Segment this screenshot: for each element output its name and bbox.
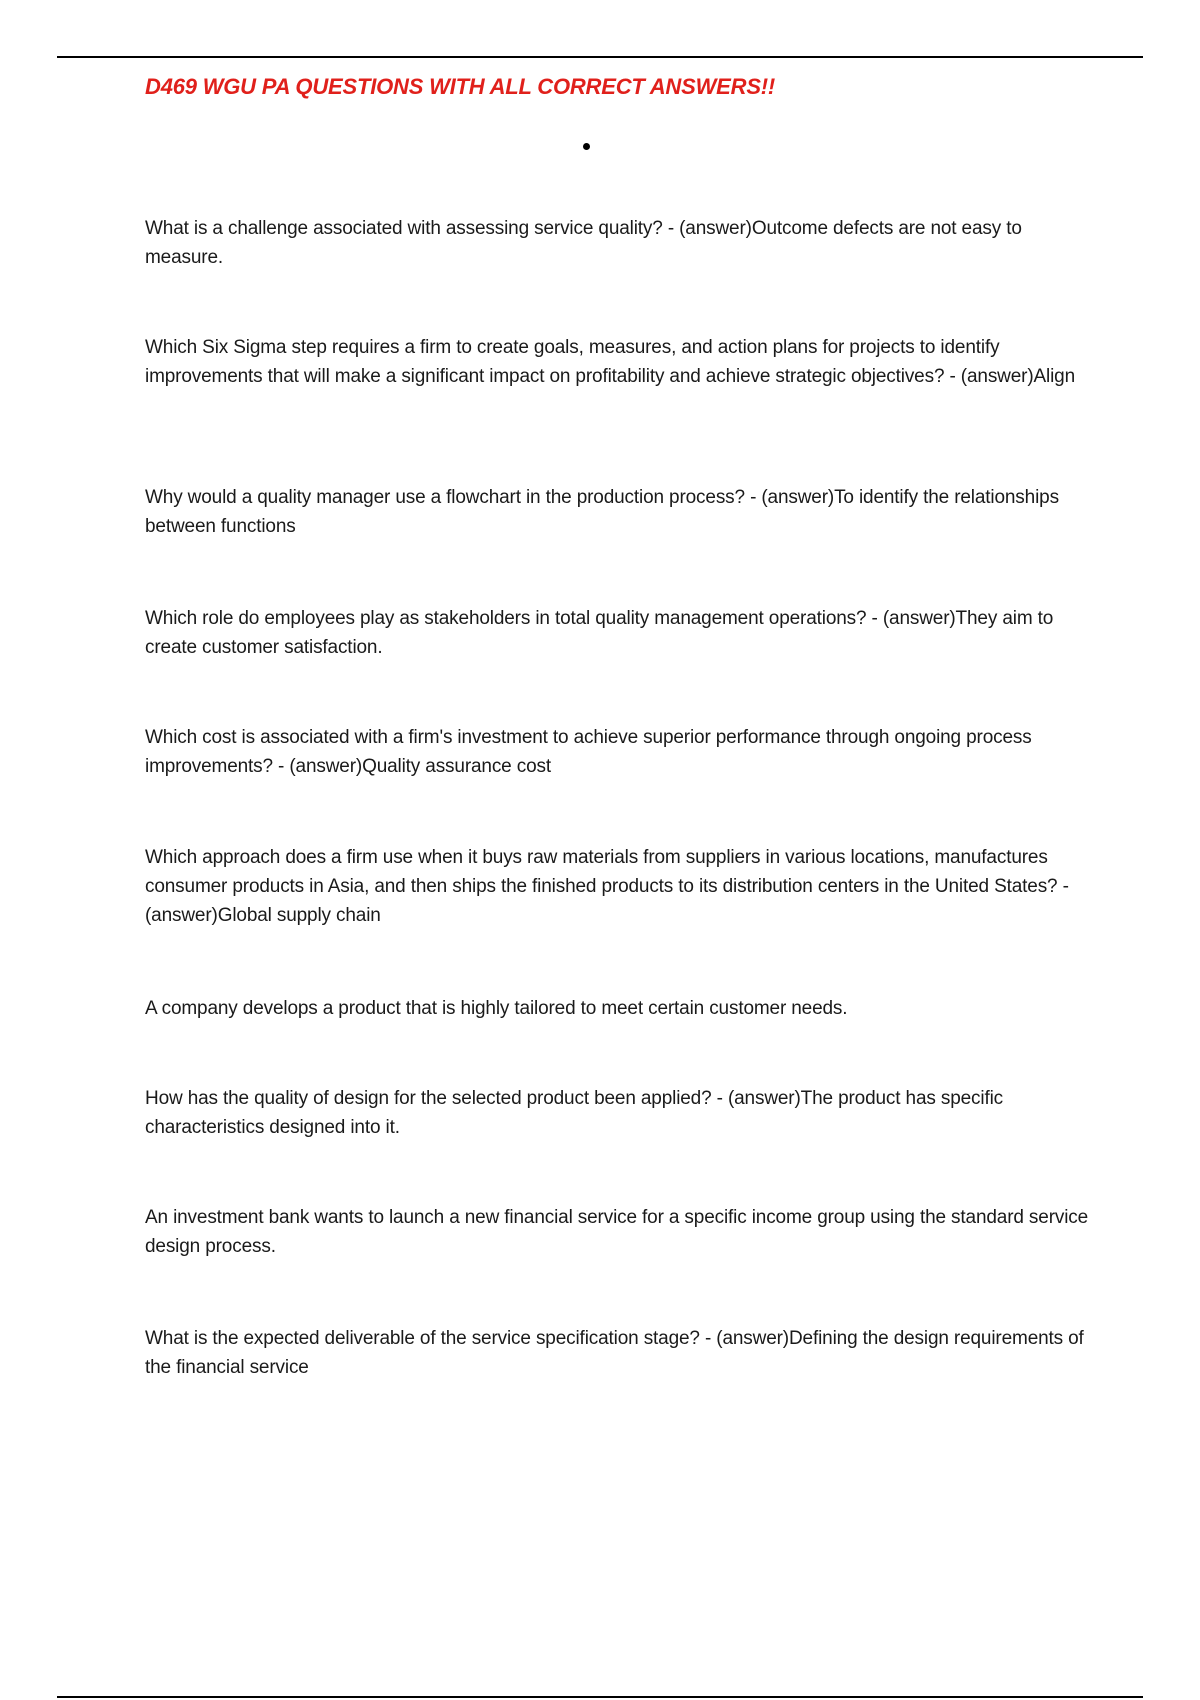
bullet-icon	[583, 143, 590, 150]
document-title: D469 WGU PA QUESTIONS WITH ALL CORRECT ANSWERS!!	[145, 74, 776, 99]
paragraph-2: Which Six Sigma step requires a firm to create goals, measures, and action plans for projects to identify improvements that will make a significant impact on profitability and achieve strategic objectives? - (answer)Align	[145, 337, 1076, 387]
top-rule	[57, 56, 1143, 58]
paragraph-1: What is a challenge associated with assessing service quality? - (answer)Outcome defects are not easy to measure.	[145, 218, 1022, 268]
bottom-rule	[57, 1696, 1143, 1698]
paragraph-4: Which role do employees play as stakeholders in total quality management operations? - (answer)They aim to create customer satisfaction.	[145, 608, 1054, 658]
paragraph-3: Why would a quality manager use a flowchart in the production process? - (answer)To identify the relationships between functions	[145, 487, 1059, 537]
paragraph-5: Which cost is associated with a firm's investment to achieve superior performance through ongoing process improvements? - (answer)Quality assurance cost	[145, 727, 1032, 777]
paragraph-6: Which approach does a firm use when it buys raw materials from suppliers in various locations, manufactures consumer products in Asia, and then ships the finished products to its distribution centers in the United States? - (answer)Global supply chain	[145, 847, 1069, 926]
paragraph-9: An investment bank wants to launch a new financial service for a specific income group using the standard service design process.	[145, 1207, 1089, 1257]
paragraph-10: What is the expected deliverable of the service specification stage? - (answer)Defining the design requirements of the financial service	[145, 1328, 1084, 1378]
paragraph-7: A company develops a product that is highly tailored to meet certain customer needs.	[145, 998, 848, 1019]
paragraph-8: How has the quality of design for the selected product been applied? - (answer)The product has specific characteristics designed into it.	[145, 1088, 1003, 1138]
